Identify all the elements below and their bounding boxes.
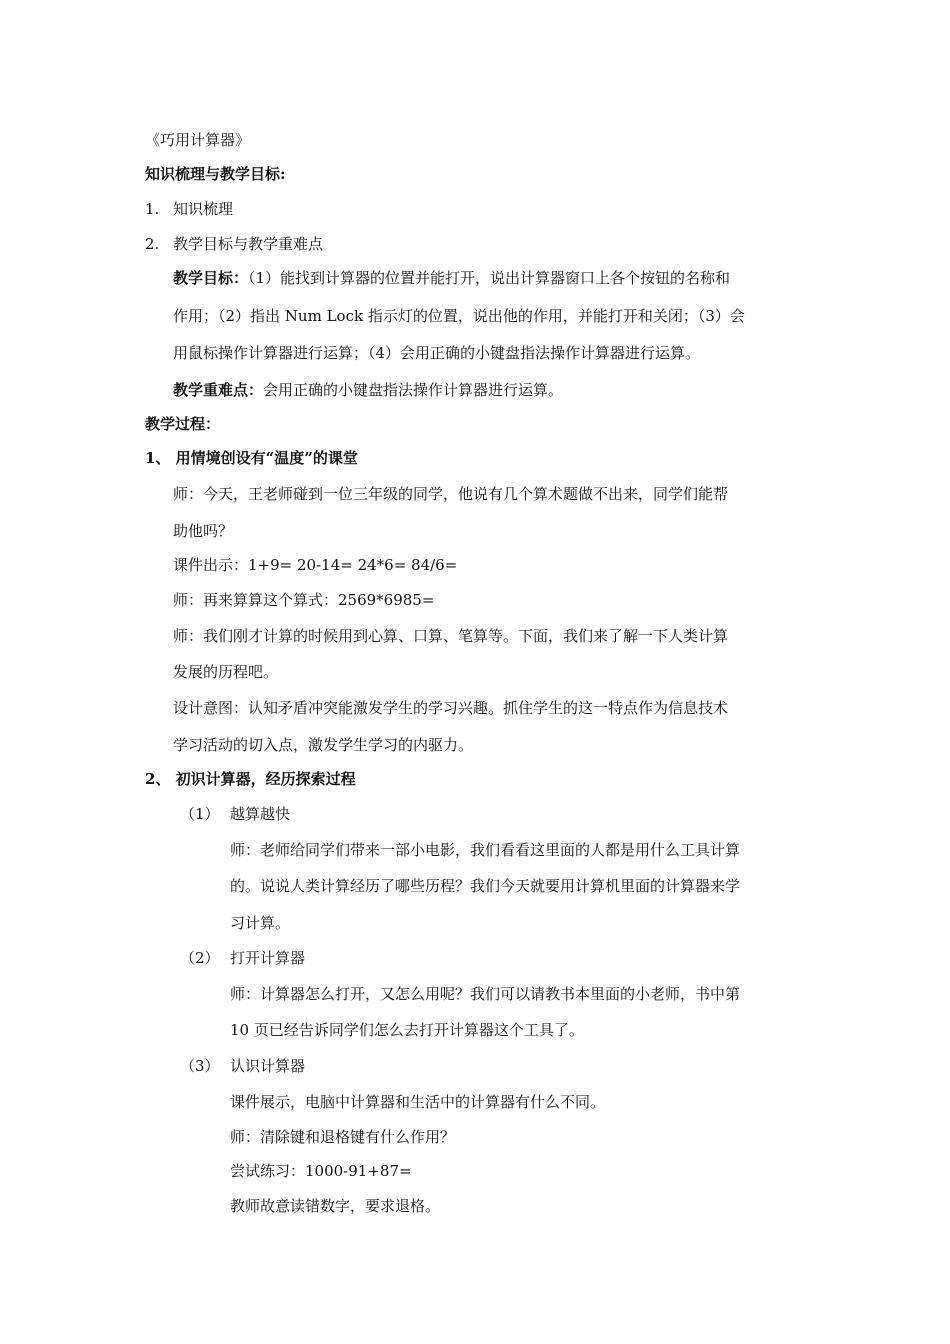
paragraph-line: 课件出示：1+9= 20-14= 24*6= 84/6= xyxy=(173,556,458,574)
key-points-text: 会用正确的小键盘指法操作计算器进行运算。 xyxy=(263,381,564,399)
paragraph-line: 师：今天，王老师碰到一位三年级的同学，他说有几个算术题做不出来，同学们能帮 xyxy=(173,485,729,503)
subsection-number: （2） xyxy=(180,949,220,967)
subsection-title: 认识计算器 xyxy=(230,1057,306,1075)
paragraph-line: 设计意图：认知矛盾冲突能激发学生的学习兴趣。抓住学生的这一特点作为信息技术 xyxy=(173,699,729,717)
list-item xyxy=(145,234,323,254)
goals-label: 教学目标： xyxy=(173,269,249,287)
list-item xyxy=(145,199,233,219)
key-points-label: 教学重难点： xyxy=(173,381,264,399)
paragraph-line: 师：再来算算这个算式：2569*6985= xyxy=(173,591,435,609)
section-heading-process: 教学过程： xyxy=(145,415,221,433)
paragraph-line: 助他吗？ xyxy=(173,522,234,540)
paragraph-line: 习计算。 xyxy=(230,914,291,932)
paragraph-line: 10 页已经告诉同学们怎么去打开计算器这个工具了。 xyxy=(230,1021,584,1039)
list-text: 知识梳理 xyxy=(173,200,234,218)
subsection-number: （1） xyxy=(180,805,220,823)
step-heading: 1、 用情境创设有“温度”的课堂 xyxy=(145,449,358,467)
list-number: 1. xyxy=(145,200,160,218)
paragraph-line: 师：我们刚才计算的时候用到心算、口算、笔算等。下面，我们来了解一下人类计算 xyxy=(173,627,729,645)
list-number: 2. xyxy=(145,235,160,253)
goals-text: （1）能找到计算器的位置并能打开，说出计算器窗口上各个按钮的名称和 xyxy=(248,269,731,287)
paragraph-line: 师：老师给同学们带来一部小电影，我们看看这里面的人都是用什么工具计算 xyxy=(230,841,741,859)
paragraph-line: 发展的历程吧。 xyxy=(173,663,279,681)
paragraph-line: 师：清除键和退格键有什么作用？ xyxy=(230,1128,456,1146)
paragraph-line: 尝试练习：1000-91+87= xyxy=(230,1162,412,1180)
paragraph-line: 课件展示，电脑中计算器和生活中的计算器有什么不同。 xyxy=(230,1093,606,1111)
goals-paragraph-line: 用鼠标操作计算器进行运算；（4）会用正确的小键盘指法操作计算器进行运算。 xyxy=(173,344,701,362)
subsection-title: 打开计算器 xyxy=(230,949,306,967)
subsection-number: （3） xyxy=(180,1057,220,1075)
paragraph-line: 学习活动的切入点，激发学生学习的内驱力。 xyxy=(173,736,474,754)
key-points-paragraph xyxy=(173,380,563,400)
step-heading: 2、 初识计算器，经历探索过程 xyxy=(145,770,356,788)
subsection-title: 越算越快 xyxy=(230,805,291,823)
list-text: 教学目标与教学重难点 xyxy=(173,235,324,253)
paragraph-line: 师：计算器怎么打开，又怎么用呢？我们可以请教书本里面的小老师，书中第 xyxy=(230,985,741,1003)
section-heading-goals: 知识梳理与教学目标: xyxy=(145,165,286,183)
paragraph-line: 的。说说人类计算经历了哪些历程？我们今天就要用计算机里面的计算器来学 xyxy=(230,877,741,895)
goals-paragraph-line: 作用；（2）指出 Num Lock 指示灯的位置，说出他的作用，并能打开和关闭；（3）会 xyxy=(173,307,745,325)
document-title: 《巧用计算器》 xyxy=(145,131,251,149)
goals-paragraph-line xyxy=(173,268,730,288)
paragraph-line: 教师故意读错数字，要求退格。 xyxy=(230,1197,441,1215)
